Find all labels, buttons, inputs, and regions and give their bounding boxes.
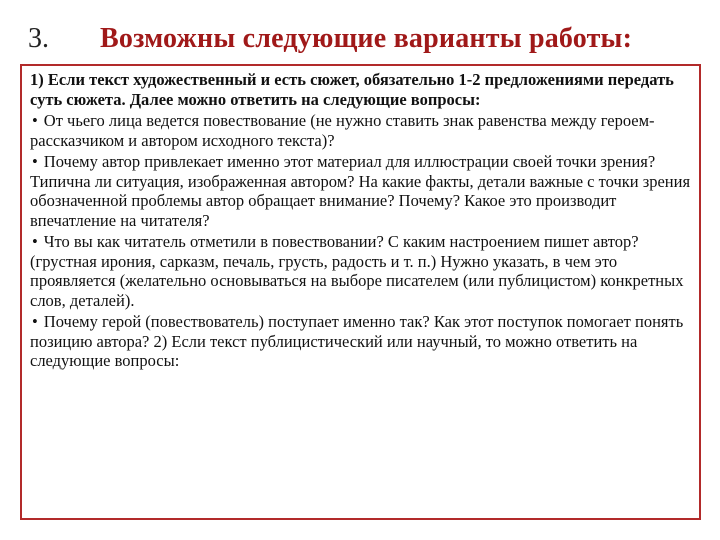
bullet-icon: • bbox=[32, 232, 38, 251]
bullet-item-4 bbox=[30, 312, 691, 371]
bullet-icon: • bbox=[32, 312, 38, 331]
bullet-icon: • bbox=[32, 111, 38, 130]
bullet-item-3 bbox=[30, 232, 691, 310]
slide-title: Возможны следующие варианты работы: bbox=[100, 23, 633, 54]
bullet-text-2: Почему автор привлекает именно этот материал для иллюстрации своей точки зрения? Типична ли ситуация, изображенная автором? На какие факты, детали важные с точки зрения обозначенной проблемы автор обращает внимание? Почему? Какое это производит впечатление на читателя? bbox=[30, 152, 691, 230]
slide-number: 3. bbox=[28, 23, 49, 54]
bullet-text-1: От чьего лица ведется повествование (не нужно ставить знак равенства между героем-рассказчиком и автором исходного текста)? bbox=[30, 111, 655, 150]
content-box bbox=[20, 64, 701, 520]
bullet-icon: • bbox=[32, 152, 38, 171]
bullet-text-3: Что вы как читатель отметили в повествовании? С каким настроением пишет автор? (грустная ирония, сарказм, печаль, грусть, радость и т. п.) Нужно указать, в чем это проявляется (желательно основываться на выборе писателем (или публицистом) конкретных слов, деталей). bbox=[30, 232, 684, 310]
bullet-item-2 bbox=[30, 152, 691, 230]
intro-paragraph: 1) Если текст художественный и есть сюжет, обязательно 1-2 предложениями передать суть сюжета. Далее можно ответить на следующие вопросы: bbox=[30, 70, 674, 109]
title-row bbox=[28, 22, 718, 58]
text-block bbox=[30, 70, 691, 371]
bullet-text-4: Почему герой (повествователь) поступает именно так? Как этот поступок помогает понять позицию автора? 2) Если текст публицистический или научный, то можно ответить на следующие вопросы: bbox=[30, 312, 684, 370]
bullet-item-1 bbox=[30, 111, 691, 150]
